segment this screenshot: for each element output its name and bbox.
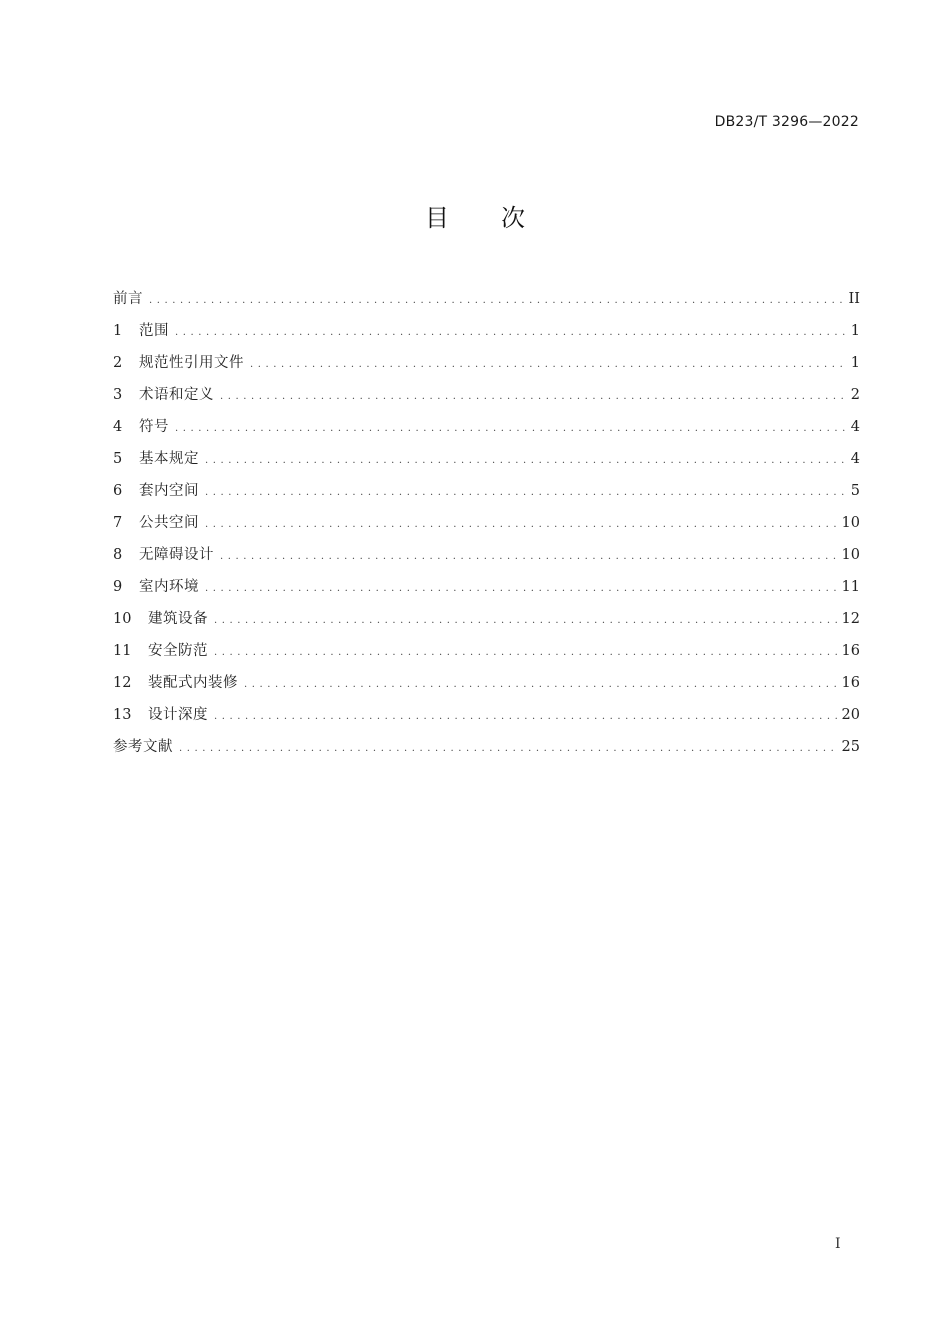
toc-entry-page: 5 [850, 483, 860, 499]
toc-entry-foreword[interactable] [113, 287, 860, 319]
toc-entry-page: 4 [850, 419, 860, 435]
toc-entry-10[interactable] [113, 607, 860, 639]
toc-entry-page: 10 [841, 547, 860, 563]
toc-entry-label: 安全防范 [148, 643, 208, 659]
toc-entry-page: 16 [841, 675, 860, 691]
dot-leader [149, 287, 845, 311]
toc-entry-references[interactable] [113, 735, 860, 767]
dot-leader [205, 511, 838, 535]
toc-entry-page: 1 [850, 355, 860, 371]
toc-entry-number: 12 [113, 675, 132, 691]
toc-entry-number: 11 [113, 643, 132, 659]
toc-entry-label: 套内空间 [139, 483, 199, 499]
toc-entry-label: 基本规定 [139, 451, 199, 467]
table-of-contents [113, 287, 860, 767]
dot-leader [205, 447, 847, 471]
toc-entry-label: 设计深度 [148, 707, 208, 723]
toc-entry-label: 符号 [139, 419, 169, 435]
dot-leader [214, 607, 838, 631]
title-char-1: 目 [425, 204, 449, 232]
toc-entry-number: 5 [113, 451, 123, 467]
document-number: DB23/T 3296—2022 [714, 114, 859, 130]
toc-entry-label: 公共空间 [139, 515, 199, 531]
toc-entry-page: 4 [850, 451, 860, 467]
toc-entry-page: 25 [841, 739, 860, 755]
toc-entry-page: 11 [841, 579, 860, 595]
toc-entry-label: 参考文献 [113, 739, 173, 755]
toc-entry-9[interactable] [113, 575, 860, 607]
toc-entry-7[interactable] [113, 511, 860, 543]
toc-entry-label: 无障碍设计 [139, 547, 214, 563]
toc-entry-number: 6 [113, 483, 123, 499]
toc-entry-number: 8 [113, 547, 123, 563]
toc-entry-number: 10 [113, 611, 132, 627]
toc-entry-label: 装配式内装修 [148, 675, 238, 691]
dot-leader [250, 351, 847, 375]
toc-entry-4[interactable] [113, 415, 860, 447]
toc-entry-8[interactable] [113, 543, 860, 575]
toc-entry-5[interactable] [113, 447, 860, 479]
toc-entry-label: 室内环境 [139, 579, 199, 595]
dot-leader [175, 319, 847, 343]
dot-leader [175, 415, 847, 439]
toc-entry-2[interactable] [113, 351, 860, 383]
toc-entry-number: 4 [113, 419, 123, 435]
title-char-2: 次 [501, 204, 525, 232]
toc-entry-label: 建筑设备 [148, 611, 208, 627]
toc-entry-12[interactable] [113, 671, 860, 703]
dot-leader [214, 703, 838, 727]
toc-entry-label: 术语和定义 [139, 387, 214, 403]
toc-entry-3[interactable] [113, 383, 860, 415]
toc-entry-page: 2 [850, 387, 860, 403]
toc-entry-number: 2 [113, 355, 123, 371]
dot-leader [214, 639, 838, 663]
toc-entry-label: 范围 [139, 323, 169, 339]
toc-entry-13[interactable] [113, 703, 860, 735]
toc-entry-number: 9 [113, 579, 123, 595]
toc-entry-number: 1 [113, 323, 123, 339]
dot-leader [220, 383, 847, 407]
toc-entry-page: II [848, 291, 860, 307]
toc-entry-1[interactable] [113, 319, 860, 351]
toc-entry-label: 规范性引用文件 [139, 355, 244, 371]
toc-entry-page: 1 [850, 323, 860, 339]
dot-leader [220, 543, 838, 567]
toc-entry-number: 7 [113, 515, 123, 531]
toc-entry-page: 16 [841, 643, 860, 659]
toc-entry-page: 20 [841, 707, 860, 723]
dot-leader [205, 479, 847, 503]
page-number: I [835, 1236, 841, 1252]
toc-entry-page: 12 [841, 611, 860, 627]
toc-entry-number: 3 [113, 387, 123, 403]
dot-leader [205, 575, 838, 599]
dot-leader [179, 735, 838, 759]
dot-leader [244, 671, 838, 695]
toc-entry-number: 13 [113, 707, 132, 723]
toc-entry-page: 10 [841, 515, 860, 531]
toc-entry-label: 前言 [113, 291, 143, 307]
toc-entry-11[interactable] [113, 639, 860, 671]
toc-entry-6[interactable] [113, 479, 860, 511]
page-title [0, 198, 950, 233]
